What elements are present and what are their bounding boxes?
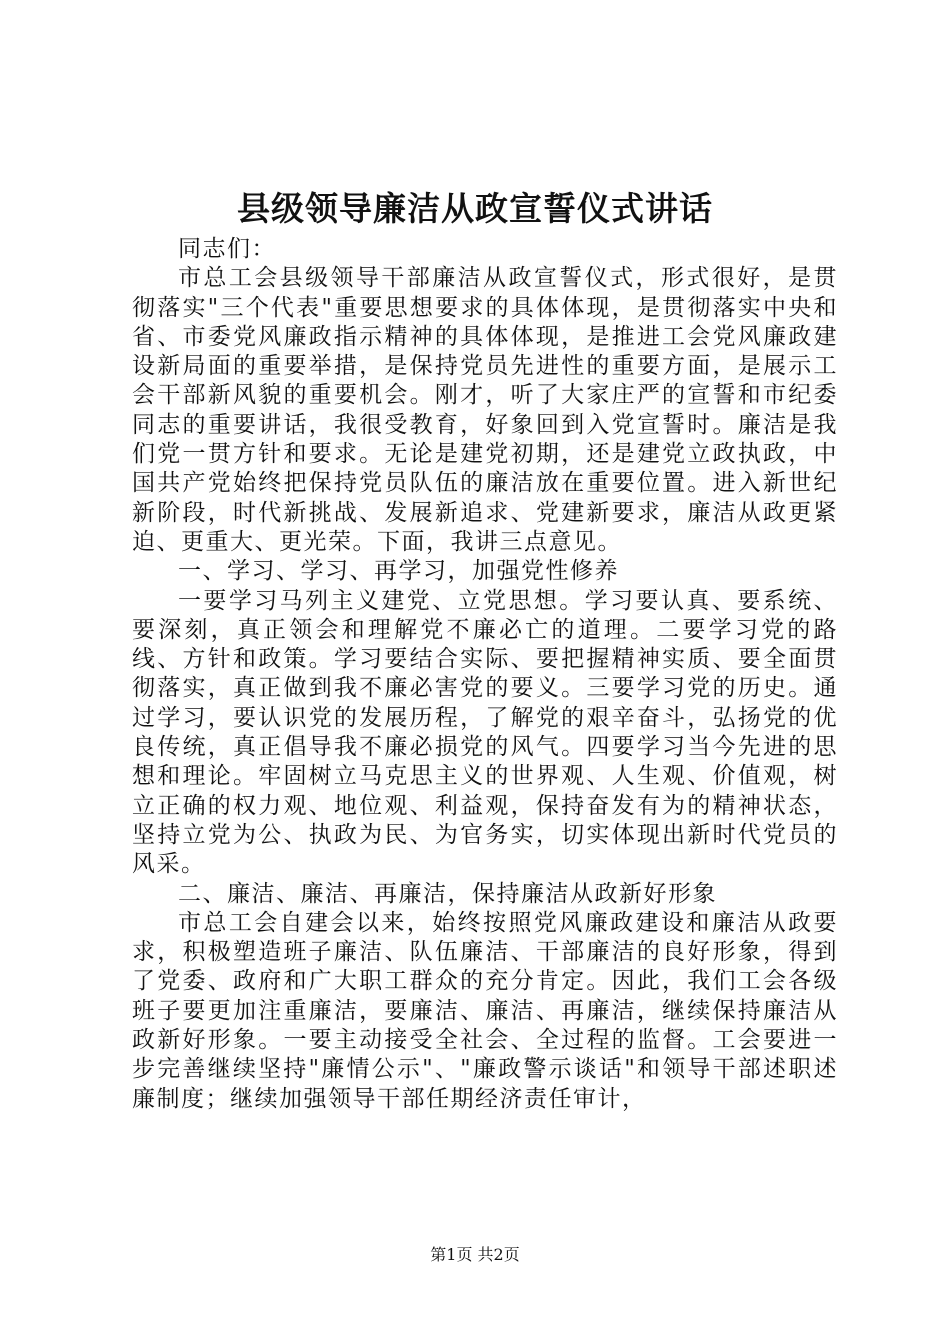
section-heading-1: 一、学习、学习、再学习，加强党性修养 <box>178 558 619 585</box>
section-1-paragraph: 一要学习马列主义建党、立党思想。学习要认真、要系统、要深刻，真正领会和理解党不廉必亡的道理。二要学习党的路线、方针和政策。学习要结合实际、要把握精神实质、要全面贯彻落实，真正做到我不廉必害党的要义。三要学习党的历史。通过学习，要认识党的发展历程，了解党的艰辛奋斗，弘扬党的优良传统，真正倡导我不廉必损党的风气。四要学习当今先进的思想和理论。牢固树立马克思主义的世界观、人生观、价值观，树立正确的权力观、地位观、利益观，保持奋发有为的精神状态，坚持立党为公、执政为民、为官务实，切实体现出新时代党员的风采。 <box>132 587 838 878</box>
document-body <box>132 235 838 1114</box>
section-2-paragraph: 市总工会自建会以来，始终按照党风廉政建设和廉洁从政要求，积极塑造班子廉洁、队伍廉洁、干部廉洁的良好形象，得到了党委、政府和广大职工群众的充分肯定。因此，我们工会各级班子要更加注重廉洁，要廉洁、廉洁、再廉洁，继续保持廉洁从政新好形象。一要主动接受全社会、全过程的监督。工会要进一步完善继续坚持"廉情公示"、"廉政警示谈话"和领导干部述职述廉制度；继续加强领导干部任期经济责任审计， <box>132 909 838 1112</box>
intro-paragraph: 市总工会县级领导干部廉洁从政宣誓仪式，形式很好，是贯彻落实"三个代表"重要思想要求的具体体现，是贯彻落实中央和省、市委党风廉政指示精神的具体体现，是推进工会党风廉政建设新局面的重要举措，是保持党员先进性的重要方面，是展示工会干部新风貌的重要机会。刚才，听了大家庄严的宣誓和市纪委同志的重要讲话，我很受教育，好象回到入党宣誓时。廉洁是我们党一贯方针和要求。无论是建党初期，还是建党立政执政，中国共产党始终把保持党员队伍的廉洁放在重要位置。进入新世纪新阶段，时代新挑战、发展新追求、党建新要求，廉洁从政更紧迫、更重大、更光荣。下面，我讲三点意见。 <box>132 265 838 555</box>
page-number-footer: 第1页 共2页 <box>430 1245 520 1264</box>
salutation: 同志们： <box>178 236 276 262</box>
document-title: 县级领导廉洁从政宣誓仪式讲话 <box>237 189 713 228</box>
section-heading-2: 二、廉洁、廉洁、再廉洁，保持廉洁从政新好形象 <box>178 880 717 907</box>
